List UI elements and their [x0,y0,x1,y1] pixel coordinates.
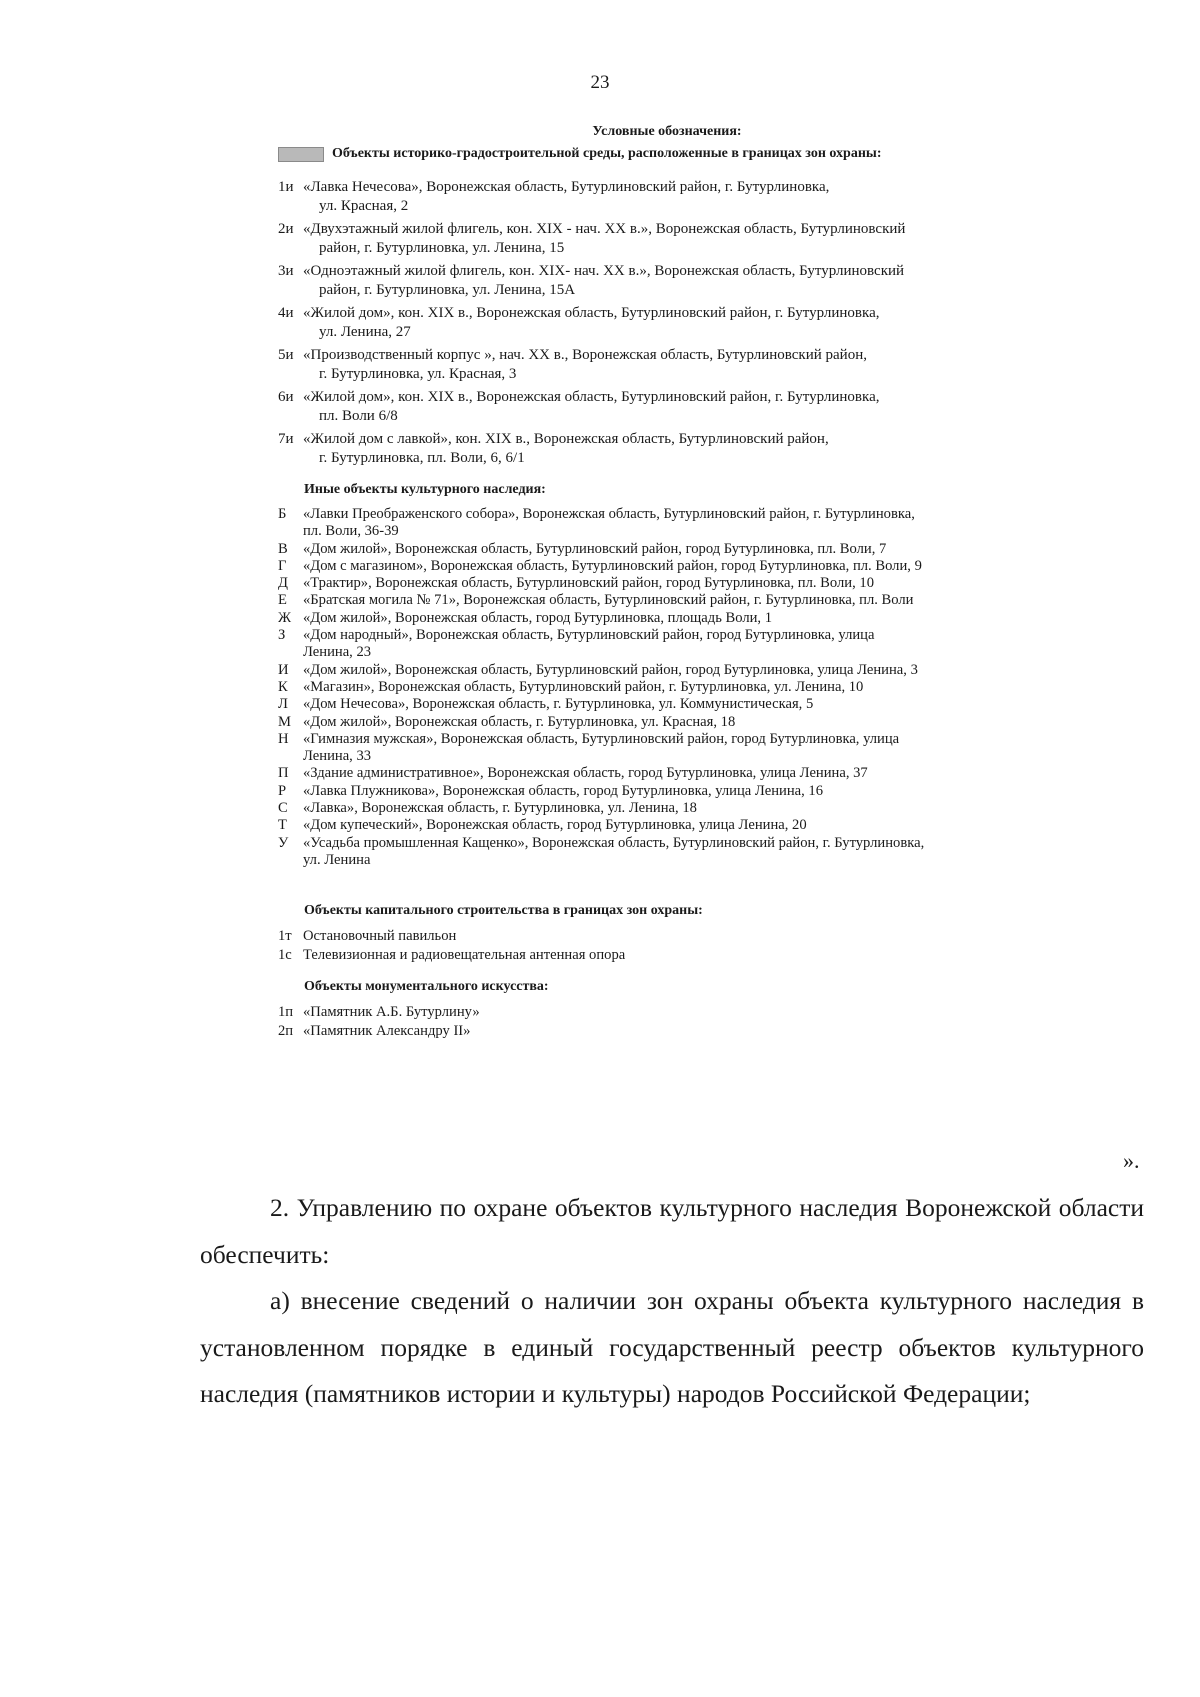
entry-code: Н [278,730,289,747]
legend-entry [278,946,1068,965]
entry-text [303,575,1068,592]
legend-entry [278,927,1068,946]
entry-line: «Дом Нечесова», Воронежская область, г. Бутурлиновка, ул. Коммунистическая, 5 [303,696,814,713]
entry-code: 1т [278,928,292,945]
entry-text [303,662,1068,679]
entry-line: «Усадьба промышленная Кащенко», Воронежская область, Бутурлиновский район, г. Бутурлиновка, [303,834,925,851]
legend-entry [278,627,1068,662]
entry-text [303,388,1068,426]
legend-entry [278,1003,1068,1022]
entry-line-continued: г. Бутурлиновка, ул. Красная, 3 [319,366,517,382]
entry-code: У [278,834,289,851]
entry-line: «Дом жилой», Воронежская область, город Бутурлиновка, площадь Воли, 1 [303,609,773,626]
entry-line-continued: ул. Красная, 2 [319,198,409,214]
group-title-capital-construction: Объекты капитального строительства в границах зон охраны: [304,903,703,919]
entry-code: Л [278,696,288,713]
legend-entry [278,696,1068,713]
entry-code: Т [278,817,287,834]
legend-entry [278,610,1068,627]
legend-entry [278,800,1068,817]
legend-entry [278,817,1068,834]
entry-text [303,714,1068,731]
entry-code: 2и [278,221,294,237]
entry-line: «Двухэтажный жилой флигель, кон. XIX - нач. XX в.», Воронежская область, Бутурлиновский [303,221,906,237]
entry-code: 1и [278,179,294,195]
entry-line: «Производственный корпус », нач. XX в., Воронежская область, Бутурлиновский район, [303,347,867,363]
entry-text [303,558,1068,575]
group-title-monuments: Объекты монументального искусства: [304,979,549,995]
entry-line: «Братская могила № 71», Воронежская область, Бутурлиновский район, г. Бутурлиновка, пл. Воли [303,592,914,609]
group-title-other-heritage: Иные объекты культурного наследия: [304,482,546,497]
entry-line: «Здание административное», Воронежская область, город Бутурлиновка, улица Ленина, 37 [303,765,868,782]
entry-code: И [278,661,289,678]
entry-code: 2п [278,1023,294,1040]
legend-entry [278,714,1068,731]
page-number: 23 [590,72,610,93]
entry-line-continued: район, г. Бутурлиновка, ул. Ленина, 15 [319,240,565,256]
legend-entry [278,731,1068,766]
entry-line: «Гимназия мужская», Воронежская область, Бутурлиновский район, город Бутурлиновка, улица [303,730,900,747]
entry-line: «Лавка Нечесова», Воронежская область, Бутурлиновский район, г. Бутурлиновка, [303,179,830,195]
closing-quote: ». [1123,1148,1140,1173]
entry-text: «Памятник А.Б. Бутурлину» [303,1004,480,1021]
legend-entry [278,346,1068,384]
entry-code: Д [278,575,288,592]
legend-entry [278,262,1068,300]
entry-line-continued: ул. Ленина [303,851,371,868]
legend-entry [278,592,1068,609]
legend-entry [278,541,1068,558]
entry-line: «Дом с магазином», Воронежская область, Бутурлиновский район, город Бутурлиновка, пл. Воли, 9 [303,557,922,574]
legend-entry [278,506,1068,541]
entry-code: Е [278,592,287,609]
entry-code: П [278,765,289,782]
entry-code: Б [278,506,287,522]
entry-code: М [278,713,291,730]
entry-line: «Дом жилой», Воронежская область, г. Бутурлиновка, ул. Красная, 18 [303,713,736,730]
entry-line-continued: пл. Воли, 36-39 [303,523,399,540]
entry-code: Р [278,782,287,799]
legend-entry [278,679,1068,696]
legend-entry [278,304,1068,342]
legend-entry [278,558,1068,575]
legend [278,124,1068,1041]
group-capital-construction-list [278,927,1068,965]
entry-line: «Трактир», Воронежская область, Бутурлиновский район, город Бутурлиновка, пл. Воли, 10 [303,575,874,592]
group-monuments-list [278,1003,1068,1041]
entry-text [303,430,1068,468]
legend-entry [278,835,1068,870]
paragraph-2: 2. Управлению по охране объектов культурного наследия Воронежской области обеспечить: [200,1193,1144,1269]
legend-title: Условные обозначения: [592,124,742,139]
group-title-historic: Объекты историко-градостроительной среды, расположенные в границах зон охраны: [332,146,882,161]
legend-entry [278,430,1068,468]
entry-line-continued: г. Бутурлиновка, пл. Воли, 6, 6/1 [319,450,525,466]
entry-text [303,262,1068,300]
legend-entry [278,388,1068,426]
legend-group-historic [278,146,1068,162]
legend-entry [278,1022,1068,1041]
entry-code: 1с [278,947,292,964]
entry-code: 7и [278,431,294,447]
entry-text [303,592,1068,609]
legend-entry [278,765,1068,782]
entry-text [303,835,1068,870]
entry-line: «Дом народный», Воронежская область, Бутурлиновский район, город Бутурлиновка, улица [303,627,875,644]
entry-text [303,346,1068,384]
entry-text [303,731,1068,766]
entry-line-continued: Ленина, 23 [303,644,372,661]
entry-line: «Лавки Преображенского собора», Воронежская область, Бутурлиновский район, г. Бутурлиновка, [303,506,915,522]
entry-code: Г [278,557,287,574]
entry-line: «Жилой дом с лавкой», кон. XIX в., Воронежская область, Бутурлиновский район, [303,431,829,447]
entry-text [303,610,1068,627]
entry-line-continued: пл. Воли 6/8 [319,408,398,424]
entry-code: 4и [278,305,294,321]
entry-code: В [278,540,288,557]
legend-entry [278,575,1068,592]
legend-entry [278,783,1068,800]
entry-text [303,696,1068,713]
entry-code: 6и [278,389,294,405]
entry-line: «Жилой дом», кон. XIX в., Воронежская область, Бутурлиновский район, г. Бутурлиновка, [303,305,880,321]
entry-code: К [278,678,288,695]
entry-text [303,800,1068,817]
entry-code: 3и [278,263,294,279]
entry-line: «Лавка Плужникова», Воронежская область, город Бутурлиновка, улица Ленина, 16 [303,782,824,799]
entry-code: С [278,800,288,817]
entry-line-continued: Ленина, 33 [303,748,372,765]
entry-line: «Дом купеческий», Воронежская область, город Бутурлиновка, улица Ленина, 20 [303,817,807,834]
entry-text: Остановочный павильон [303,928,457,945]
entry-text [303,178,1068,216]
entry-line: «Дом жилой», Воронежская область, Бутурлиновский район, город Бутурлиновка, пл. Воли, 7 [303,540,887,557]
entry-line: «Магазин», Воронежская область, Бутурлиновский район, г. Бутурлиновка, ул. Ленина, 10 [303,678,864,695]
body-text [200,1185,1144,1418]
entry-line-continued: район, г. Бутурлиновка, ул. Ленина, 15А [319,282,576,298]
entry-text [303,765,1068,782]
entry-line: «Жилой дом», кон. XIX в., Воронежская область, Бутурлиновский район, г. Бутурлиновка, [303,389,880,405]
legend-entry [278,220,1068,258]
entry-text [303,817,1068,834]
entry-code: 1п [278,1004,294,1021]
entry-text [303,506,1068,541]
entry-text [303,679,1068,696]
entry-code: З [278,627,286,644]
entry-line: «Лавка», Воронежская область, г. Бутурлиновка, ул. Ленина, 18 [303,800,697,817]
legend-entry [278,178,1068,216]
entry-text [303,304,1068,342]
entry-text [303,627,1068,662]
entry-text: «Памятник Александру II» [303,1023,471,1040]
entry-code: 5и [278,347,294,363]
entry-text [303,220,1068,258]
entry-line: «Одноэтажный жилой флигель, кон. XIX- нач. XX в.», Воронежская область, Бутурлиновский [303,263,905,279]
entry-line-continued: ул. Ленина, 27 [319,324,411,340]
group-historic-list [278,178,1068,468]
paragraph-2a: а) внесение сведений о наличии зон охраны объекта культурного наследия в установленном порядке в единый государственный реестр объектов культурного наследия (памятников истории и культуры) народов Российской Федерации; [200,1286,1144,1408]
entry-line: «Дом жилой», Воронежская область, Бутурлиновский район, город Бутурлиновка, улица Ленина, 3 [303,661,918,678]
entry-text [303,783,1068,800]
legend-swatch [278,147,324,162]
entry-code: Ж [278,609,292,626]
entry-text [303,541,1068,558]
entry-text: Телевизионная и радиовещательная антенная опора [303,947,626,964]
legend-entry [278,662,1068,679]
group-other-heritage-list [278,506,1068,869]
